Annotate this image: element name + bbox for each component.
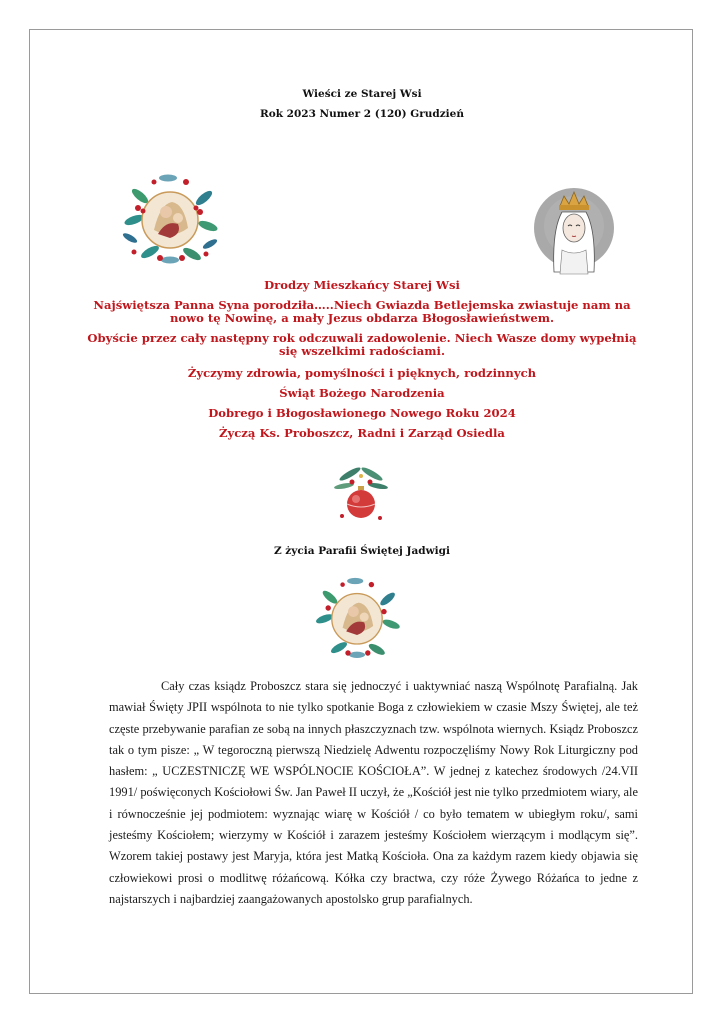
greeting-line-wishes: Obyście przez cały następny rok odczuwali zadowolenie. Niech Wasze domy wypełnią się wszelkimi radościami. xyxy=(87,331,637,358)
greeting-signature: Życzą Ks. Proboszcz, Radni i Zarząd Osiedla xyxy=(219,426,505,440)
christmas-ornament-illustration xyxy=(330,460,392,532)
nativity-wreath-illustration xyxy=(120,168,220,268)
greeting-line-nativity: Najświętsza Panna Syna porodziła…..Niech Gwiazda Betlejemska zwiastuje nam na nowo tę Nowinę, a mały Jezus obdarza Błogosławieństwem. xyxy=(93,298,631,325)
section-title: Z życia Parafii Świętej Jadwigi xyxy=(273,545,450,557)
issue-line: Rok 2023 Numer 2 (120) Grudzień xyxy=(260,108,464,120)
nativity-wreath-illustration-small xyxy=(312,572,402,662)
greeting-salutation: Drodzy Mieszkańcy Starej Wsi xyxy=(264,278,460,292)
greeting-line-health: Życzymy zdrowia, pomyślności i pięknych, rodzinnych xyxy=(187,366,537,380)
greeting-line-christmas: Świąt Bożego Narodzenia xyxy=(279,386,445,400)
article-paragraph: Cały czas ksiądz Proboszcz stara się jednoczyć i uaktywniać naszą Wspólnotę Parafialną. Jak mawiał Święty JPII wspólnota to nie tylko spotkanie Boga z człowiekiem w czasie Mszy Świętej, ale też częste przebywanie parafian ze sobą na innych płaszczyznach tzw. wspólnota wiernych. Ksiądz Proboszcz tak o tym pisze: „ W tegoroczną pierwszą Niedzielę Adwentu rozpoczęliśmy Nowy Rok Liturgiczny pod hasłem: „ UCZESTNICZĘ WE WSPÓLNOCIE KOŚCIOŁA”. W jednej z katechez środowych /24.VII 1991/ poświęconych Kościołowi Św. Jan Paweł II uczył, że „Kościół jest nie tylko przedmiotem wiary, ale i równocześnie jej podmiotem: wyznając wiarę w Kościół / co było tematem w ubiegłym roku/, sami jesteśmy Kościołem; wierzymy w Kościół i zarazem jesteśmy Kościołem wierzącym i modlącym się”. Wzorem takiej postawy jest Maryja, która jest Matką Kościoła. Ona za każdym razem kiedy objawia się człowiekowi prosi o modlitwę różańcową. Kółka czy bractwa, czy róże Żywego Różańca to jedne z najstarszych i najbardziej zaangażowanych apostolsko grup parafialnych. xyxy=(109,679,638,906)
greeting-line-new-year: Dobrego i Błogosławionego Nowego Roku 2024 xyxy=(208,406,516,420)
newsletter-title: Wieści ze Starej Wsi xyxy=(302,88,422,100)
saint-jadwiga-portrait xyxy=(532,180,616,278)
